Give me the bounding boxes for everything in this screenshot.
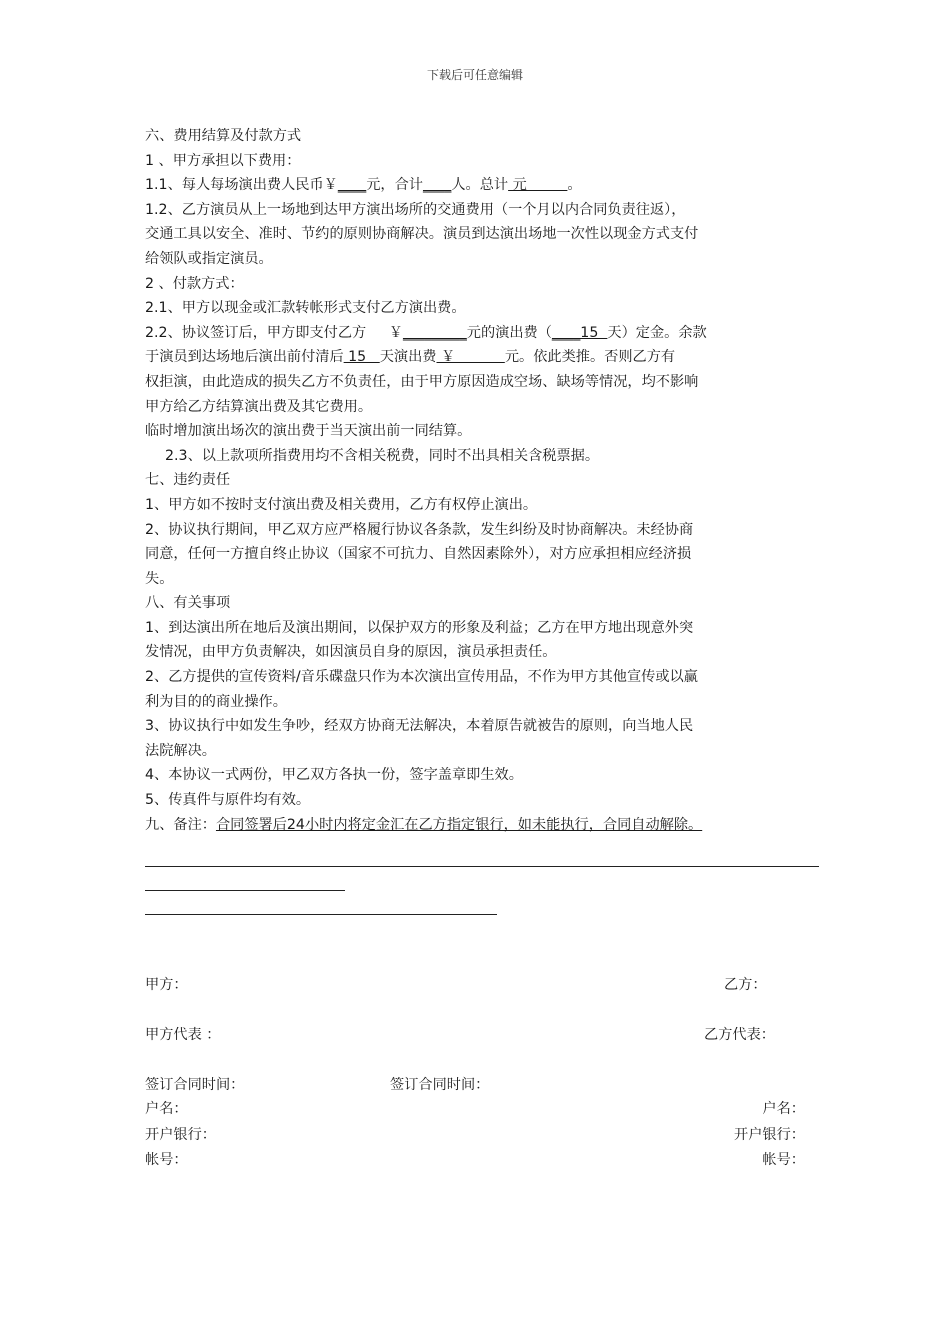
clause-2-heading: 2 、付款方式： [145,275,244,292]
party-b-sign-date-label: 签订合同时间： [390,1077,490,1093]
clause-2-2-line-1: 2.2、协议签订后，甲方即支付乙方 ￥_________元的演出费（____15 天）定金。余款 [145,324,707,341]
clause-1-2-line-2: 交通工具以安全、准时、节约的原则协商解决。演员到达演出场地一次性以现金方式支付 [145,226,699,243]
section-9-remarks: 九、备注：合同签署后24小时内将定金汇在乙方指定银行，如未能执行，合同自动解除。 [145,816,703,833]
clause-2-2-line-2: 于演员到达场地后演出前付清后 15 天演出费 ￥ 元。依此类推。否则乙方有 [145,349,676,366]
section-6-heading: 六、费用结算及付款方式 [145,128,302,144]
remarks-line-2 [145,890,345,891]
breach-2-line-3: 失。 [145,570,174,587]
party-b-rep-label: 乙方代表： [704,1027,775,1043]
clause-1-heading: 1 、甲方承担以下费用： [145,152,301,169]
people-blank: ____ [422,177,452,194]
matter-3-line-2: 法院解决。 [145,742,216,759]
party-b-label: 乙方： [724,977,767,993]
breach-2-line-2: 同意，任何一方擅自终止协议（国家不可抗力、自然因素除外），对方应承担相应经济损 [145,546,692,563]
deposit-amount-blank: _________ [402,324,467,341]
party-a-bank-label: 开户银行： [145,1127,216,1143]
matter-4: 4、本协议一式两份，甲乙双方各执一份，签字盖章即生效。 [145,767,523,784]
matter-5: 5、传真件与原件均有效。 [145,792,311,809]
party-a-sign-date-label: 签订合同时间： [145,1077,245,1093]
section-7-heading: 七、违约责任 [145,472,231,489]
clause-1-2-line-3: 给领队或指定演员。 [145,250,273,267]
extra-show-note: 临时增加演出场次的演出费于当天演出前一同结算。 [145,423,472,440]
matter-1-line-2: 发情况，由甲方负责解决，如因演员自身的原因，演员承担责任。 [145,644,557,661]
matter-2-line-1: 2、乙方提供的宣传资料/音乐碟盘只作为本次演出宣传用品，不作为甲方其他宣传或以赢 [145,669,698,686]
clause-2-2-line-3: 权拒演，由此造成的损失乙方不负责任，由于甲方原因造成空场、缺场等情况，均不影响 [145,373,699,390]
breach-1: 1、甲方如不按时支付演出费及相关费用，乙方有权停止演出。 [145,496,538,513]
deposit-days: ____15 [551,324,608,341]
contract-body [145,124,825,837]
clause-1-2-line-1: 1.2、乙方演员从上一场地到达甲方演出场所的交通费用（一个月以内合同负责往返）， [145,201,686,218]
matter-2-line-2: 利为目的的商业操作。 [145,693,287,710]
section-8-heading: 八、有关事项 [145,595,231,612]
party-a-account-no-label: 帐号： [145,1152,188,1168]
settle-amount-blank: ￥ [436,349,505,366]
breach-2-line-1: 2、协议执行期间，甲乙双方应严格履行协议各条款，发生纠纷及时协商解决。未经协商 [145,521,694,538]
fee-blank: ____ [337,177,367,194]
clause-2-3: 2.3、以上款项所指费用均不含相关税费，同时不出具相关含税票据。 [165,447,600,464]
remarks-text: 合同签署后24小时内将定金汇在乙方指定银行，如未能执行，合同自动解除。 [215,816,703,833]
matter-1-line-1: 1、到达演出所在地后及演出期间，以保护双方的形象及利益；乙方在甲方地出现意外突 [145,619,694,636]
party-a-label: 甲方： [145,977,188,993]
total-blank: 元 [508,177,568,194]
party-b-bank-label: 开户银行： [734,1127,805,1143]
remarks-line-1 [145,866,819,867]
settle-days: 15 [343,349,380,366]
clause-2-1: 2.1、甲方以现金或汇款转帐形式支付乙方演出费。 [145,300,466,317]
party-a-rep-label: 甲方代表 ： [145,1027,221,1043]
party-a-account-name-label: 户名： [145,1101,188,1117]
matter-3-line-1: 3、协议执行中如发生争吵，经双方协商无法解决，本着原告就被告的原则，向当地人民 [145,718,694,735]
party-b-account-no-label: 帐号： [762,1152,805,1168]
party-b-account-name-label: 户名： [762,1101,805,1117]
remarks-line-3 [145,914,497,915]
clause-1-1: 1.1、每人每场演出费人民币￥____元，合计____人。总计 元 。 [145,177,582,194]
page-header-note: 下载后可任意编辑 [426,68,523,82]
clause-2-2-line-4: 甲方给乙方结算演出费及其它费用。 [145,398,373,415]
